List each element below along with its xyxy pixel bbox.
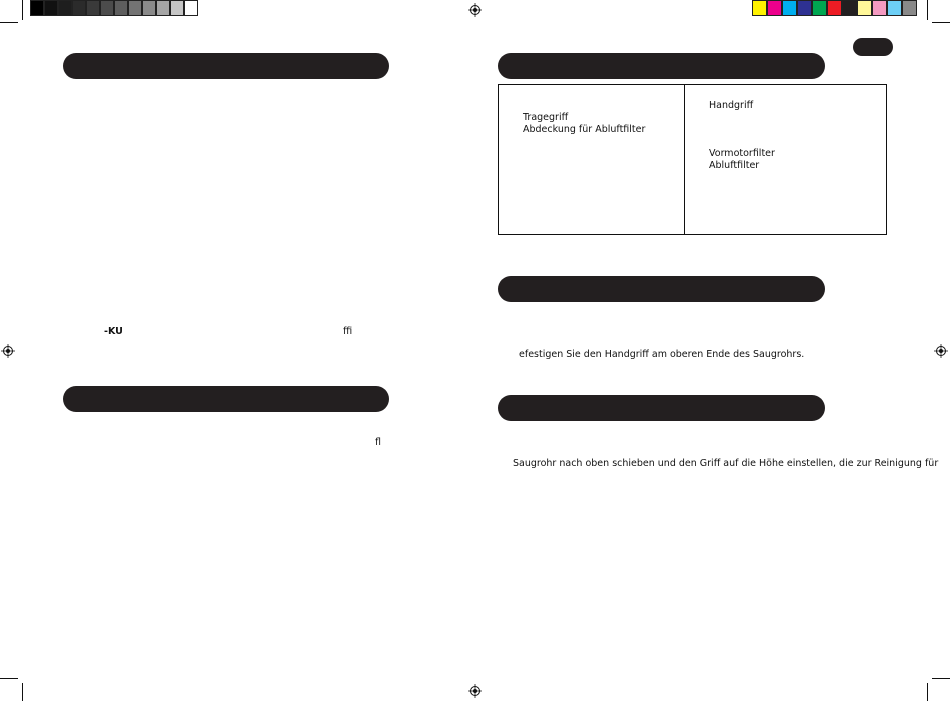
- color-swatch: [902, 0, 917, 16]
- section-heading-bar: [63, 53, 389, 79]
- color-swatch: [842, 0, 857, 16]
- color-swatch: [170, 0, 184, 16]
- color-swatch: [184, 0, 198, 16]
- color-swatch: [72, 0, 86, 16]
- parts-table: [498, 84, 887, 235]
- part-label: Vormotorfilter: [709, 148, 775, 159]
- instruction-text: Saugrohr nach oben schieben und den Griff auf die Höhe einstellen, die zur Reinigung für: [513, 458, 939, 469]
- crop-mark: [22, 0, 23, 20]
- registration-mark-icon: [468, 3, 482, 17]
- crop-mark: [0, 678, 18, 679]
- color-swatch: [30, 0, 44, 16]
- color-swatch: [142, 0, 156, 16]
- color-swatch: [44, 0, 58, 16]
- crop-mark: [927, 683, 928, 701]
- crop-mark: [0, 22, 18, 23]
- color-swatch: [156, 0, 170, 16]
- color-swatch: [782, 0, 797, 16]
- color-swatch: [827, 0, 842, 16]
- registration-mark-icon: [1, 344, 15, 358]
- section-heading-bar: [63, 386, 389, 412]
- color-swatch: [752, 0, 767, 16]
- model-fragment-text: -KU: [104, 326, 123, 337]
- instruction-text: efestigen Sie den Handgriff am oberen Ende des Saugrohrs.: [519, 349, 805, 360]
- crop-mark: [927, 0, 928, 20]
- color-swatch: [128, 0, 142, 16]
- ligature-fl-text: fl: [375, 437, 381, 448]
- color-swatch: [812, 0, 827, 16]
- registration-mark-icon: [468, 684, 482, 698]
- parts-table-divider: [684, 84, 685, 235]
- color-swatch: [58, 0, 72, 16]
- part-label: Tragegriff: [523, 112, 569, 123]
- color-swatch: [797, 0, 812, 16]
- color-swatch: [767, 0, 782, 16]
- ligature-ffi-text: ffi: [343, 326, 353, 337]
- section-heading-bar: [498, 276, 825, 302]
- color-swatch: [86, 0, 100, 16]
- section-heading-bar: [498, 395, 825, 421]
- part-label: Handgriff: [709, 100, 754, 111]
- crop-mark: [22, 683, 23, 701]
- color-swatch: [872, 0, 887, 16]
- part-label: Abluftfilter: [709, 160, 760, 171]
- section-heading-bar: [498, 53, 825, 79]
- color-swatch: [857, 0, 872, 16]
- color-swatch: [114, 0, 128, 16]
- color-swatch: [100, 0, 114, 16]
- color-swatch: [887, 0, 902, 16]
- crop-mark: [932, 22, 950, 23]
- registration-mark-icon: [934, 344, 948, 358]
- part-label: Abdeckung für Abluftfilter: [523, 124, 646, 135]
- page-number-badge: [853, 38, 893, 56]
- crop-mark: [932, 678, 950, 679]
